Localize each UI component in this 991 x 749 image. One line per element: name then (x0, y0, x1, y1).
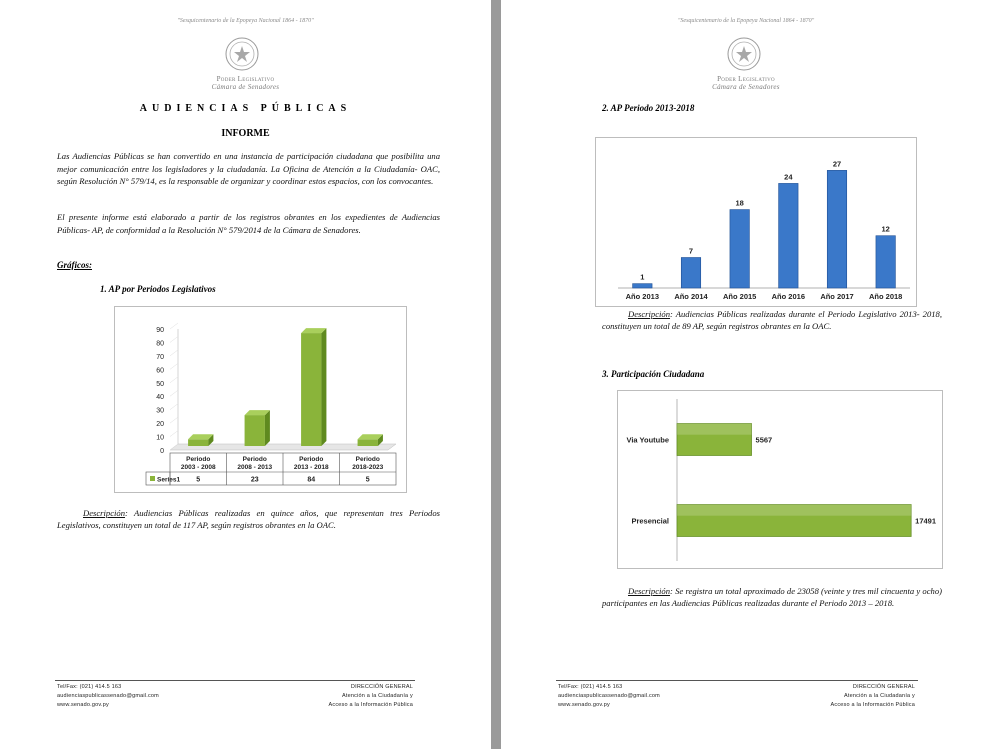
chart1-ytick-label: 10 (156, 434, 164, 442)
chart1-category-label: Periodo (186, 456, 211, 463)
chart1-category-label: Periodo (299, 456, 324, 463)
document-subtitle: INFORME (221, 128, 270, 139)
chart2-svg (596, 138, 916, 306)
description-3-label: Descripción (628, 586, 671, 596)
section1-heading: 1. AP por Periodos Legislativos (100, 284, 216, 294)
chart2-data-label: 7 (688, 246, 694, 256)
chart3-container (617, 390, 943, 569)
chart1-bar (245, 415, 265, 446)
footer-tel-right: Tel/Fax: (021) 414.5 163 (558, 684, 623, 690)
chart3-data-label: 17491 (915, 516, 937, 526)
institution-block-right (501, 75, 991, 91)
chart1-bar-side (265, 410, 270, 446)
chart1-ytick-label: 40 (156, 394, 164, 402)
chart1-container (114, 306, 407, 493)
footer-web: www.senado.gov.py (57, 702, 109, 708)
chart3-category-label: Via Youtube (626, 435, 669, 445)
institution-block (0, 75, 491, 91)
chart2-category-label: Año 2015 (722, 292, 757, 301)
footer-rule-right (556, 680, 918, 681)
chart1-ytick-label: 50 (156, 380, 164, 388)
footer-web-right: www.senado.gov.py (558, 702, 610, 708)
chart1-value-label: 5 (365, 476, 370, 484)
institution-name: Poder Legislativo (216, 75, 275, 83)
chart1-ytick-label: 90 (156, 327, 164, 334)
description-2 (602, 309, 942, 332)
footer-dept-3: Acceso a la Información Pública (328, 702, 413, 708)
chart2-data-label: 27 (832, 159, 842, 169)
chart2-bar (633, 284, 652, 288)
institution-name-right: Poder Legislativo (717, 75, 775, 83)
chart1-category-label: Periodo (242, 456, 267, 463)
chart1-ytick-label: 20 (156, 421, 164, 429)
chart2-data-label: 1 (640, 272, 645, 282)
chart1-category-label: 2008 - 2013 (237, 464, 273, 471)
chart1-ytick-line (170, 323, 178, 329)
chart1-ytick-line (170, 417, 178, 423)
chart1-ytick-line (170, 390, 178, 396)
chart2-data-label: 24 (784, 172, 793, 182)
chart1-value-label: 5 (196, 476, 201, 484)
chart1-bar (358, 439, 378, 446)
description-2-text: : Audiencias Públicas realizadas durante el Periodo Legislativo 2013- 2018, constituyen un total de 89 AP, según registros obrantes en la OAC. (602, 309, 942, 331)
description-2-label: Descripción (628, 309, 671, 319)
intro-paragraph: Las Audiencias Públicas se han convertido en una instancia de participación ciudadana que posibilita una mejor comunicación entre los legisladores y la ciudadanía. La Oficina de Atención a la Ciudadanía- OAC, según Resolución N° 579/14, es la responsable de organizar y coordinar estos espacios, con los convocantes. (57, 151, 440, 186)
chart2-category-label: Año 2013 (625, 292, 660, 301)
chart1-category-label: 2013 - 2018 (293, 464, 329, 471)
chamber-name: Cámara de Senadores (211, 83, 280, 91)
description-1-label: Descripción (83, 508, 126, 518)
chart1-value-label: 23 (250, 476, 259, 484)
chart3-data-label: 5567 (755, 435, 773, 445)
footer-email: audienciaspublicassenado@gmail.com (57, 693, 159, 699)
footer-dept-1-right: DIRECCIÓN GENERAL (852, 684, 915, 690)
chart2-bar (730, 210, 749, 288)
footer-department (329, 683, 413, 710)
chart1-svg (115, 307, 406, 492)
chart3-category-label: Presencial (631, 516, 669, 526)
chart1-ytick-label: 0 (160, 448, 164, 455)
chart1-ytick-line (170, 363, 178, 369)
chart2-bar (779, 183, 798, 288)
description-3-text: : Se registra un total aproximado de 23058 (veinte y tres mil cincuenta y ocho) participantes en las Audiencias Públicas realizadas durante el Periodo 2013 – 2018. (602, 586, 942, 608)
chart1-ytick-line (170, 404, 178, 410)
chart1-bar-side (321, 328, 326, 446)
footer-department-right (831, 683, 915, 710)
chart2-data-label: 18 (735, 198, 744, 208)
source-paragraph: El presente informe está elaborado a partir de los registros obrantes en los expedientes de Audiencias Públicas- AP, de conformidad a la Resolución N° 579/2014 de la Cámara de Senadores. (57, 212, 440, 235)
senate-seal-icon (727, 37, 761, 71)
senate-seal-icon (225, 37, 259, 71)
footer-tel: Tel/Fax: (021) 414.5 163 (57, 684, 122, 690)
chart2-data-label: 12 (881, 224, 890, 234)
section3-heading: 3. Participación Ciudadana (602, 369, 705, 379)
chart1-value-label: 84 (307, 476, 316, 484)
footer-dept-3-right: Acceso a la Información Pública (830, 702, 915, 708)
chart1-legend-label: Series1 (157, 476, 181, 484)
chart2-category-label: Año 2016 (771, 292, 806, 301)
document-page-right (501, 0, 991, 749)
section2-heading: 2. AP Periodo 2013-2018 (602, 103, 695, 113)
chart1-ytick-line (170, 336, 178, 342)
chart2-bar (876, 236, 895, 288)
chart1-ytick-line (170, 431, 178, 437)
chart2-category-label: Año 2018 (868, 292, 903, 301)
graficos-heading: Gráficos: (57, 260, 92, 270)
page-gutter (491, 0, 501, 749)
chart1-category-label: 2003 - 2008 (180, 464, 216, 471)
header-motto: "Sesquicentenario de la Epopeya Nacional 1864 - 1870" (177, 18, 314, 24)
description-1 (57, 508, 440, 531)
chart1-ytick-line (170, 377, 178, 383)
chart1-ytick-label: 60 (156, 367, 164, 375)
chart1-ytick-line (170, 350, 178, 356)
chart2-category-label: Año 2014 (674, 292, 708, 301)
chart2-bar (827, 170, 846, 288)
chart1-category-label: 2018-2023 (352, 464, 384, 471)
chart1-ytick-label: 80 (156, 340, 164, 348)
footer-email-right: audienciaspublicassenado@gmail.com (558, 693, 660, 699)
chart3-svg (618, 391, 942, 568)
chart1-category-label: Periodo (355, 456, 380, 463)
document-page-left (0, 0, 491, 749)
chart1-bar (301, 333, 321, 446)
header-motto-right: "Sesquicentenario de la Epopeya Nacional 1864 - 1870" (677, 18, 815, 24)
footer-dept-2: Atención a la Ciudadanía y (342, 693, 413, 699)
footer-rule (55, 680, 415, 681)
chart3-bar-highlight (677, 505, 911, 516)
chart1-legend-swatch (150, 476, 155, 481)
chart3-bar-highlight (677, 424, 752, 435)
description-1-text: : Audiencias Públicas realizadas en quince años, que representan tres Periodos Legislativos, constituyen un total de 117 AP, según registros obrantes en la OAC. (57, 508, 440, 530)
chart1-ytick-label: 70 (156, 353, 164, 361)
chart2-container (595, 137, 917, 307)
description-3 (602, 586, 942, 609)
chart1-bar (188, 439, 208, 446)
document-title: AUDIENCIAS PÚBLICAS (139, 103, 352, 114)
chart2-category-label: Año 2017 (820, 292, 854, 301)
footer-contact-right (558, 683, 660, 710)
chart2-bar (681, 258, 700, 289)
chamber-name-right: Cámara de Senadores (712, 83, 780, 91)
footer-dept-1: DIRECCIÓN GENERAL (350, 684, 413, 690)
chart1-ytick-label: 30 (156, 407, 164, 415)
footer-dept-2-right: Atención a la Ciudadanía y (844, 693, 915, 699)
footer-contact (57, 683, 159, 710)
